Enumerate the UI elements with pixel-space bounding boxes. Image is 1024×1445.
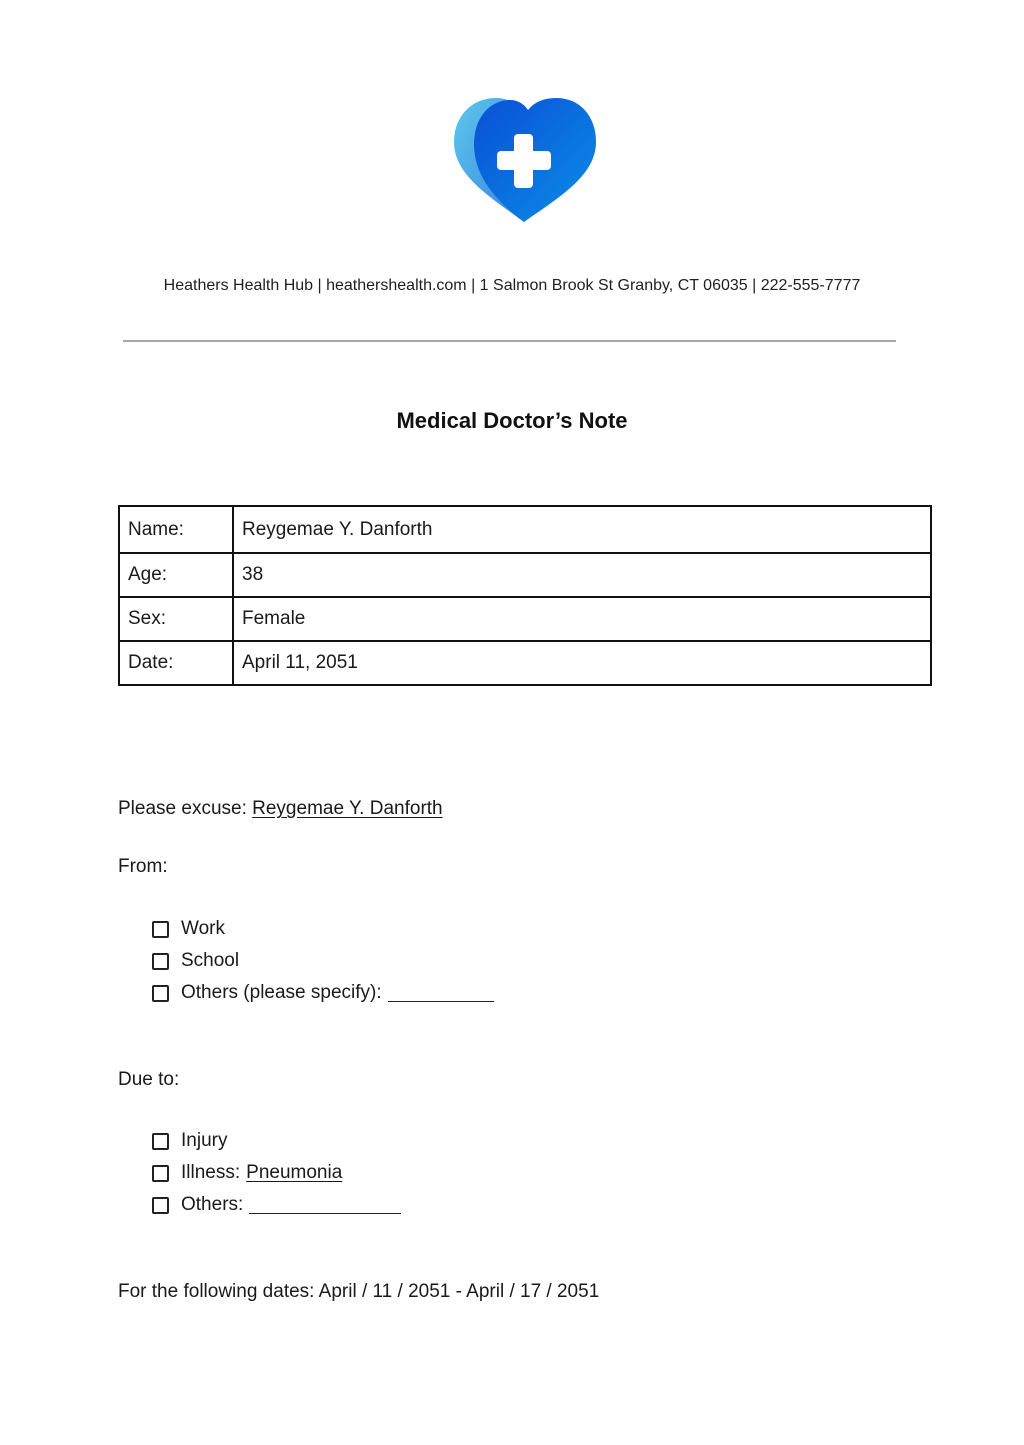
age-label: Age: [119, 553, 233, 597]
others-specify-checkbox[interactable] [152, 985, 169, 1002]
from-option-work [152, 918, 225, 940]
illness-value: Pneumonia [246, 1162, 343, 1183]
illness-checkbox[interactable] [152, 1165, 169, 1182]
from-option-others [152, 982, 494, 1004]
excuse-line [118, 798, 443, 820]
from-option-school [152, 950, 239, 972]
header-divider [123, 340, 896, 342]
others-specify-blank[interactable] [388, 985, 494, 1002]
organization-contact-line: Heathers Health Hub | heathershealth.com | 1 Salmon Brook St Granby, CT 06035 | 222-555-7777 [163, 277, 861, 294]
school-checkbox[interactable] [152, 953, 169, 970]
illness-label: Illness: [181, 1162, 241, 1183]
from-label: From: [118, 856, 168, 877]
due-option-injury [152, 1130, 227, 1152]
injury-checkbox[interactable] [152, 1133, 169, 1150]
injury-label: Injury [181, 1130, 228, 1151]
sex-value: Female [233, 597, 931, 641]
due-option-illness [152, 1162, 342, 1184]
school-label: School [181, 950, 240, 971]
table-row [119, 553, 931, 597]
work-label: Work [181, 918, 225, 939]
excuse-name: Reygemae Y. Danforth [252, 798, 443, 819]
excuse-label: Please excuse: [118, 798, 247, 819]
patient-info-table [118, 505, 932, 686]
age-value: 38 [233, 553, 931, 597]
others-specify-label: Others (please specify): [181, 982, 382, 1003]
due-others-checkbox[interactable] [152, 1197, 169, 1214]
due-to-label: Due to: [118, 1069, 180, 1090]
name-label: Name: [119, 506, 233, 553]
document-title: Medical Doctor’s Note [396, 408, 628, 433]
table-row [119, 641, 931, 685]
due-option-others [152, 1194, 401, 1216]
heart-cross-icon [452, 94, 598, 226]
table-row [119, 597, 931, 641]
sex-label: Sex: [119, 597, 233, 641]
due-others-label: Others: [181, 1194, 244, 1215]
date-value: April 11, 2051 [233, 641, 931, 685]
date-label: Date: [119, 641, 233, 685]
due-others-blank[interactable] [249, 1197, 401, 1214]
logo [452, 94, 598, 226]
dates-line: For the following dates: April / 11 / 2051 - April / 17 / 2051 [118, 1281, 600, 1302]
name-value: Reygemae Y. Danforth [233, 506, 931, 553]
table-row [119, 506, 931, 553]
work-checkbox[interactable] [152, 921, 169, 938]
